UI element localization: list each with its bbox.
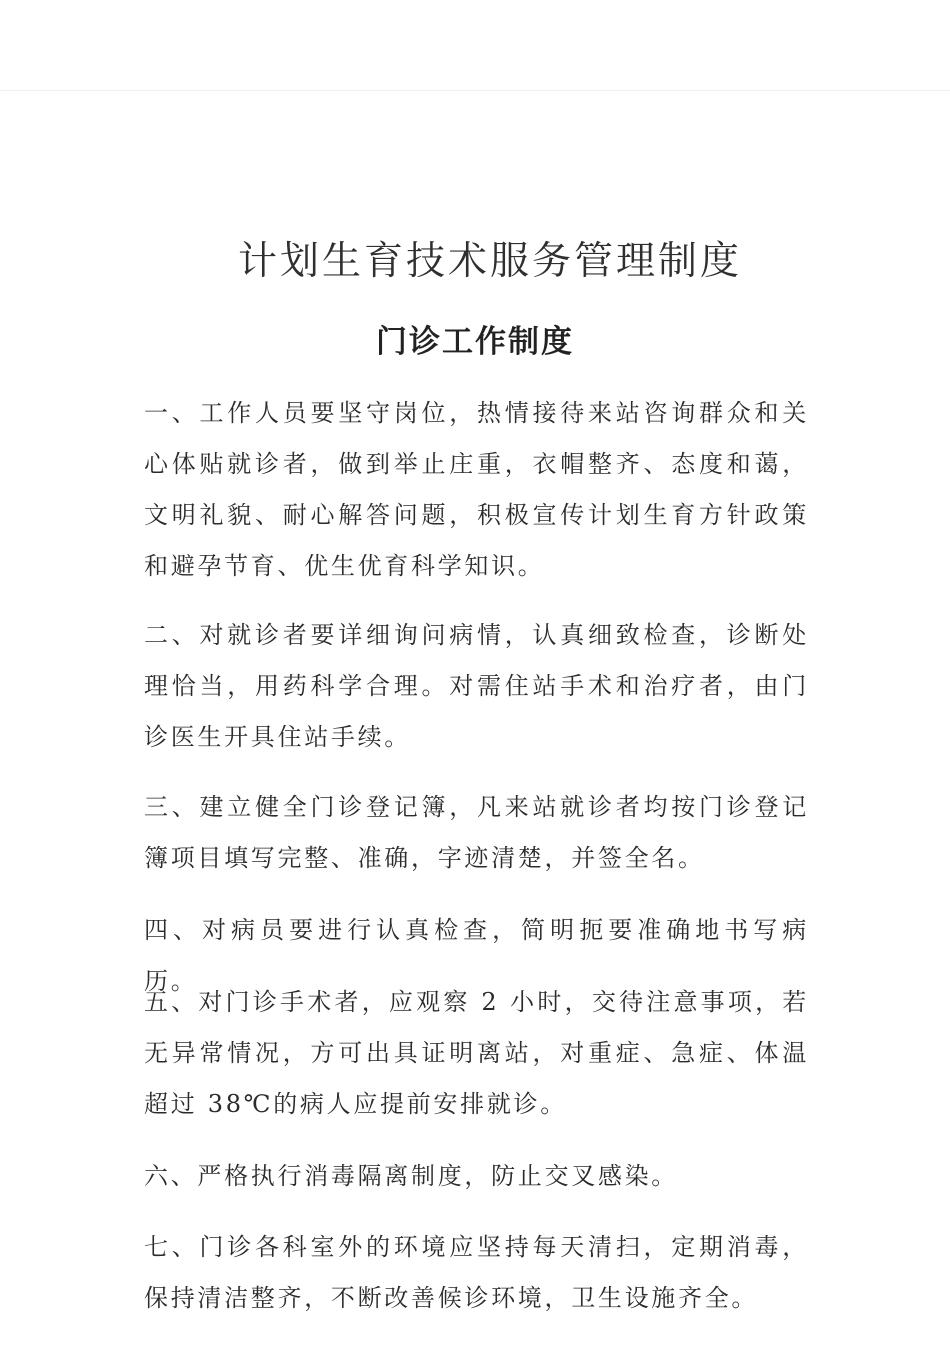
page-top-divider bbox=[0, 90, 950, 91]
rule-paragraph-1: 一、工作人员要坚守岗位，热情接待来站咨询群众和关心体贴就诊者，做到举止庄重，衣帽整齐、态度和蔼，文明礼貌、耐心解答问题，积极宣传计划生育方针政策和避孕节育、优生优育科学知识。 bbox=[144, 399, 809, 580]
rule-paragraph-6: 六、严格执行消毒隔离制度，防止交叉感染。 bbox=[144, 1162, 678, 1190]
document-title: 计划生育技术服务管理制度 bbox=[237, 239, 742, 284]
rule-paragraph-3: 三、建立健全门诊登记簿，凡来站就诊者均按门诊登记簿项目填写完整、准确，字迹清楚，并签全名。 bbox=[144, 793, 809, 872]
section-title: 门诊工作制度 bbox=[376, 324, 574, 360]
rule-paragraph-4: 四、对病员要进行认真检查，简明扼要准确地书写病历。 bbox=[144, 916, 809, 995]
rule-paragraph-5: 五、对门诊手术者，应观察 2 小时，交待注意事项，若无异常情况，方可出具证明离站，对重症、急症、体温超过 38℃的病人应提前安排就诊。 bbox=[144, 988, 809, 1118]
rule-paragraph-7: 七、门诊各科室外的环境应坚持每天清扫，定期消毒，保持清洁整齐，不断改善候诊环境，卫生设施齐全。 bbox=[144, 1233, 809, 1312]
rule-paragraph-2: 二、对就诊者要详细询问病情，认真细致检查，诊断处理恰当，用药科学合理。对需住站手术和治疗者，由门诊医生开具住站手续。 bbox=[144, 621, 809, 751]
